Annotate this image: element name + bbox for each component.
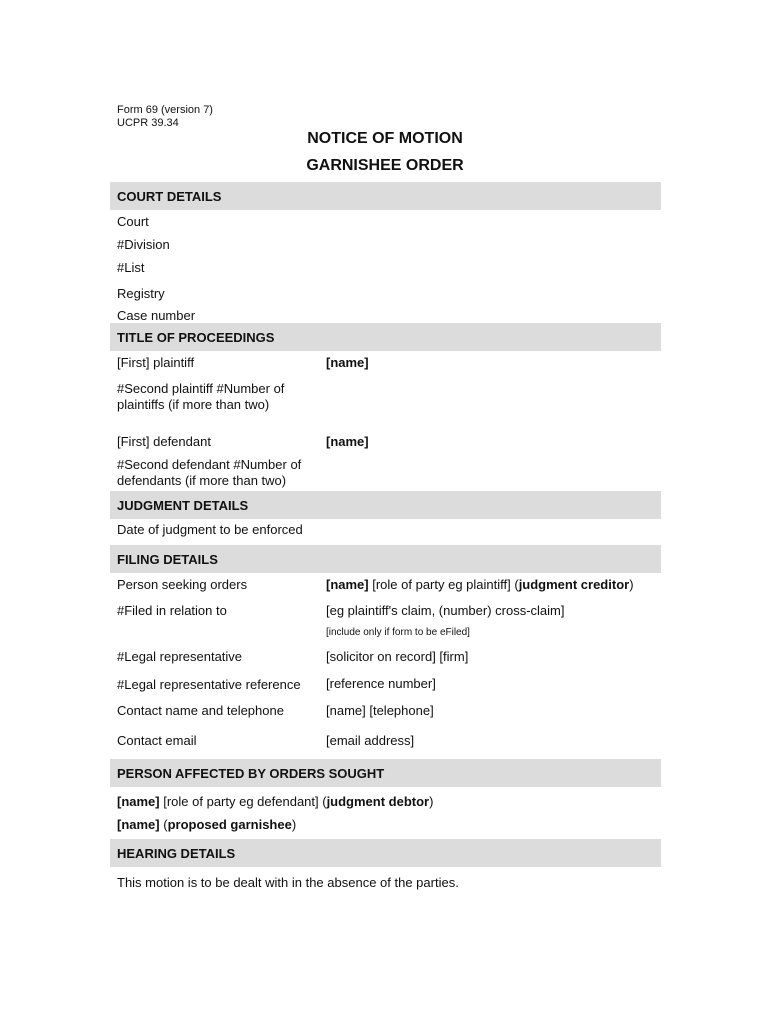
person-seeking-value [326,577,634,593]
judgment-date-label: Date of judgment to be enforced [117,522,303,537]
section-judgment-details [110,491,661,519]
debtor-role-bold: judgment debtor [326,794,430,809]
section-heading: PERSON AFFECTED BY ORDERS SOUGHT [117,766,385,781]
email-value: [email address] [326,733,415,748]
first-defendant-value: [name] [326,434,369,449]
legal-ref-value: [reference number] [326,676,436,691]
person-close: ) [629,577,634,592]
first-plaintiff-label: [First] plaintiff [117,355,195,370]
registry-label: Registry [117,286,165,301]
judgment-debtor-line [117,794,433,810]
second-defendant-label-1: #Second defendant #Number of [117,457,302,472]
first-plaintiff-value: [name] [326,355,369,370]
section-heading: JUDGMENT DETAILS [117,498,249,513]
person-role: [role of party eg plaintiff] ( [368,577,519,592]
first-defendant-label: [First] defendant [117,434,211,449]
debtor-close: ) [429,794,434,809]
person-role-bold: judgment creditor [518,577,630,592]
person-name: [name] [326,577,369,592]
contact-value: [name] [telephone] [326,703,434,718]
legal-ref-label: #Legal representative reference [117,677,301,692]
garnishee-line [117,817,296,833]
section-heading: FILING DETAILS [117,552,218,567]
email-label: Contact email [117,733,197,748]
legal-rep-value: [solicitor on record] [firm] [326,649,469,664]
garnishee-name: [name] [117,817,160,832]
second-plaintiff-label-1: #Second plaintiff #Number of [117,381,285,396]
list-label: #List [117,260,145,275]
person-seeking-label: Person seeking orders [117,577,248,592]
section-title-of-proceedings [110,323,661,351]
filed-in-relation-value: [eg plaintiff's claim, (number) cross-claim] [326,603,565,618]
form-number: Form 69 (version 7) [117,104,213,116]
section-hearing-details [110,839,661,867]
contact-label: Contact name and telephone [117,703,284,718]
case-number-label: Case number [117,308,196,323]
section-person-affected [110,759,661,787]
title-line-1: NOTICE OF MOTION [307,130,463,147]
garnishee-open: ( [159,817,168,832]
section-heading: HEARING DETAILS [117,846,236,861]
filed-note: [include only if form to be eFiled] [326,627,470,638]
rule-reference: UCPR 39.34 [117,117,179,129]
garnishee-close: ) [291,817,297,832]
garnishee-bold: proposed garnishee [167,817,292,832]
second-defendant-label-2: defendants (if more than two) [117,473,287,488]
hearing-text: This motion is to be dealt with in the absence of the parties. [117,875,459,890]
title-line-2: GARNISHEE ORDER [306,157,464,174]
debtor-name: [name] [117,794,160,809]
division-label: #Division [117,237,170,252]
section-court-details [110,182,661,210]
debtor-role: [role of party eg defendant] ( [159,794,327,809]
legal-rep-label: #Legal representative [117,649,243,664]
section-heading: TITLE OF PROCEEDINGS [117,330,275,345]
second-plaintiff-label-2: plaintiffs (if more than two) [117,397,270,412]
court-label: Court [117,214,149,229]
filed-in-relation-label: #Filed in relation to [117,603,227,618]
section-heading: COURT DETAILS [117,189,222,204]
section-filing-details [110,545,661,573]
